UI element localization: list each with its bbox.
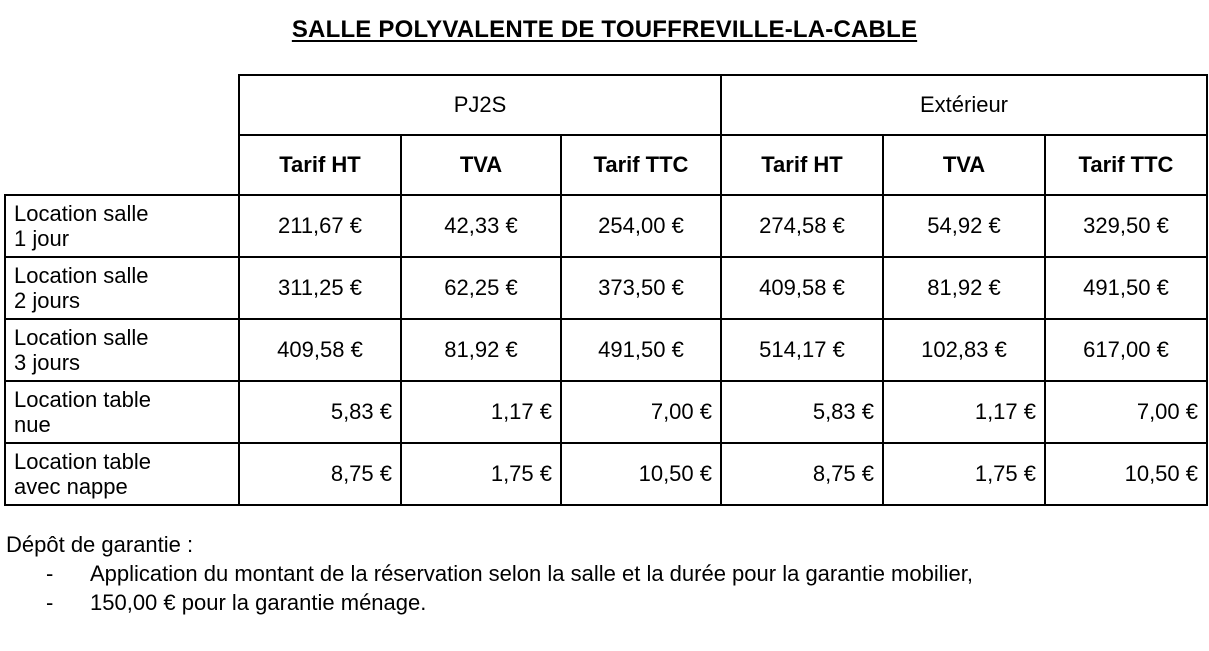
group-header-pj2s: PJ2S xyxy=(239,75,721,135)
table-cell: 254,00 € xyxy=(561,195,721,257)
row-label-line: 1 jour xyxy=(14,226,70,251)
list-dash: - xyxy=(46,561,54,586)
row-label-line: Location salle xyxy=(14,325,149,350)
table-cell: 373,50 € xyxy=(561,257,721,319)
row-label-line: Location salle xyxy=(14,263,149,288)
table-cell: 409,58 € xyxy=(239,319,401,381)
row-label-line: Location salle xyxy=(14,201,149,226)
table-cell: 329,50 € xyxy=(1045,195,1207,257)
table-cell: 42,33 € xyxy=(401,195,561,257)
table-cell: 10,50 € xyxy=(561,443,721,505)
row-label-line: 2 jours xyxy=(14,288,81,313)
table-cell: 1,17 € xyxy=(883,381,1045,443)
table-cell: 1,75 € xyxy=(883,443,1045,505)
table-row xyxy=(5,443,1207,505)
row-label xyxy=(5,257,239,319)
empty-corner-cell xyxy=(5,75,239,135)
empty-corner-cell xyxy=(5,135,239,195)
deposit-notes xyxy=(6,530,973,617)
table-cell: 409,58 € xyxy=(721,257,883,319)
list-item xyxy=(6,559,973,588)
document-title: SALLE POLYVALENTE DE TOUFFREVILLE-LA-CABLE xyxy=(291,16,918,43)
table-cell: 81,92 € xyxy=(401,319,561,381)
table-cell: 514,17 € xyxy=(721,319,883,381)
tariff-table xyxy=(4,74,1208,506)
row-label xyxy=(5,195,239,257)
row-label-line: Location table xyxy=(14,387,151,412)
table-cell: 8,75 € xyxy=(239,443,401,505)
row-label xyxy=(5,319,239,381)
table-row xyxy=(5,381,1207,443)
row-label-line: 3 jours xyxy=(14,350,81,375)
column-header: Tarif TTC xyxy=(561,135,721,195)
row-label xyxy=(5,443,239,505)
table-cell: 1,17 € xyxy=(401,381,561,443)
table-cell: 5,83 € xyxy=(721,381,883,443)
table-row xyxy=(5,319,1207,381)
table-cell: 311,25 € xyxy=(239,257,401,319)
table-cell: 81,92 € xyxy=(883,257,1045,319)
table-cell: 7,00 € xyxy=(1045,381,1207,443)
notes-heading: Dépôt de garantie : xyxy=(6,532,194,557)
table-cell: 62,25 € xyxy=(401,257,561,319)
list-dash: - xyxy=(46,590,54,615)
group-header-row xyxy=(5,75,1207,135)
column-header: TVA xyxy=(883,135,1045,195)
column-header-row xyxy=(5,135,1207,195)
table-cell: 8,75 € xyxy=(721,443,883,505)
table-row xyxy=(5,195,1207,257)
list-item-text: 150,00 € pour la garantie ménage. xyxy=(90,590,427,615)
column-header: Tarif TTC xyxy=(1045,135,1207,195)
table-cell: 102,83 € xyxy=(883,319,1045,381)
list-item xyxy=(6,588,973,617)
table-cell: 54,92 € xyxy=(883,195,1045,257)
column-header: Tarif HT xyxy=(239,135,401,195)
row-label-line: Location table xyxy=(14,449,151,474)
table-cell: 491,50 € xyxy=(561,319,721,381)
row-label xyxy=(5,381,239,443)
table-cell: 7,00 € xyxy=(561,381,721,443)
column-header: TVA xyxy=(401,135,561,195)
table-cell: 5,83 € xyxy=(239,381,401,443)
row-label-line: avec nappe xyxy=(14,474,128,499)
table-cell: 1,75 € xyxy=(401,443,561,505)
table-cell: 211,67 € xyxy=(239,195,401,257)
column-header: Tarif HT xyxy=(721,135,883,195)
table-cell: 274,58 € xyxy=(721,195,883,257)
group-header-exterieur: Extérieur xyxy=(721,75,1207,135)
table-cell: 491,50 € xyxy=(1045,257,1207,319)
table-cell: 10,50 € xyxy=(1045,443,1207,505)
list-item-text: Application du montant de la réservation selon la salle et la durée pour la garantie mobilier, xyxy=(90,561,973,586)
row-label-line: nue xyxy=(14,412,51,437)
table-cell: 617,00 € xyxy=(1045,319,1207,381)
table-row xyxy=(5,257,1207,319)
